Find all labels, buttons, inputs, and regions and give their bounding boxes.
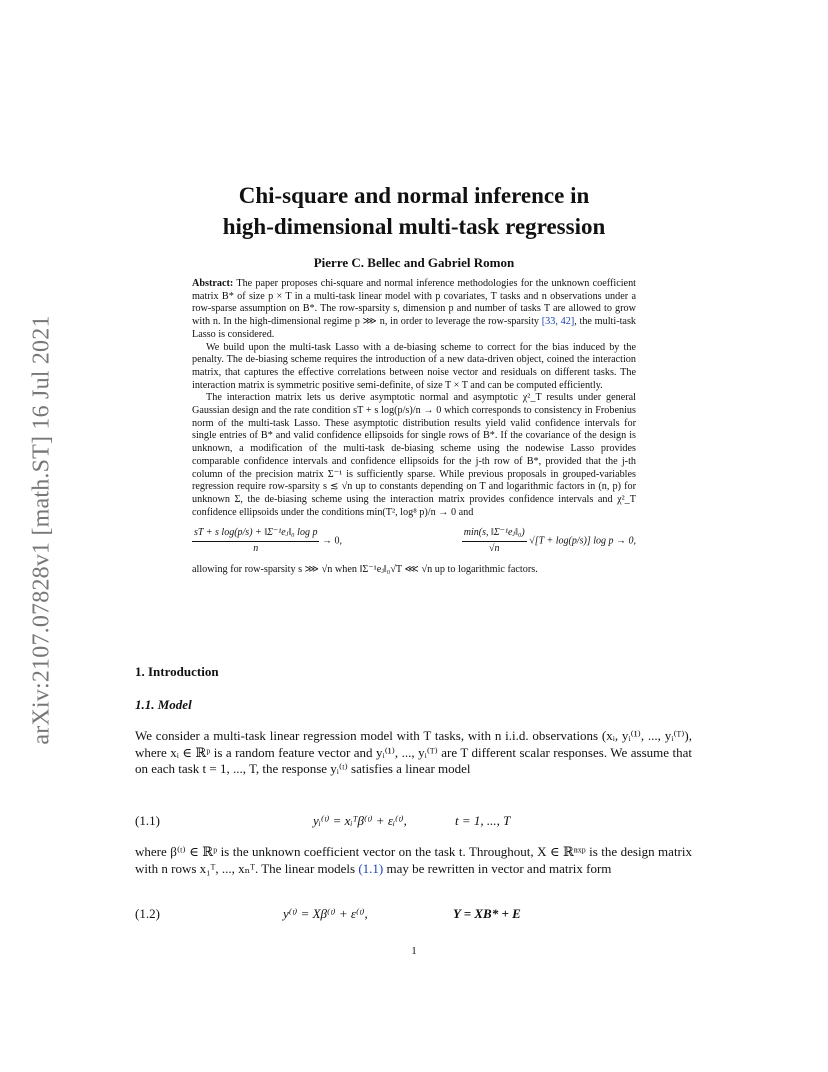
math-right [462, 527, 636, 555]
equation-rhs: Y = XB* + E [453, 906, 521, 921]
body-paragraph-2 [135, 844, 692, 877]
equation-ref-link[interactable]: (1.1) [358, 860, 384, 876]
abstract-paragraph-2: We build upon the multi-task Lasso with a de-biasing scheme to correct for the bias induced by the penalty. The de-biasing scheme requires the introduction of a new data-driven object, coined the interaction matrix, that captures the effective correlations between noise vector and residuals on different tasks. The interaction matrix is symmetric positive semi-definite, of size T × T and can be computed efficiently. [192, 341, 636, 391]
math-right-numerator: min(s, ‖Σ⁻¹eⱼ‖₀) [462, 527, 527, 542]
abstract [192, 278, 636, 576]
equation-lhs: yᵢ⁽ᵗ⁾ = xᵢᵀβ⁽ᵗ⁾ + εᵢ⁽ᵗ⁾, [313, 813, 407, 828]
body-para1-text: We consider a multi-task linear regression model with T tasks, with n i.i.d. observations (xᵢ, yᵢ⁽¹⁾, ..., yᵢ⁽ᵀ⁾), where xᵢ ∈ ℝᵖ is a random feature vector and yᵢ⁽¹⁾, ..., yᵢ⁽ᵀ⁾ are T different scalar responses. We assume that on each task t = 1, ..., T, the response yᵢ⁽ᵗ⁾ satisfies a linear model [135, 728, 692, 776]
abstract-paragraph-1 [192, 278, 636, 342]
page-number: 1 [411, 945, 417, 957]
equation-1-1 [135, 813, 692, 833]
subsection-heading: 1.1. Model [135, 697, 192, 712]
abstract-p1-text: The paper proposes chi-square and normal inference methodologies for the unknown coefficient matrix B* of size p × T in a multi-task linear model with p covariates, T tasks and n observations under a row-sparse assumption on B*. The row-sparsity s, dimension p and number of tasks T are allowed to grow with n. In the high-dimensional regime p ⋙ n, in order to leverage the row-sparsity [192, 278, 636, 328]
equation-number: (1.1) [135, 813, 160, 828]
math-left [192, 527, 342, 555]
section-heading: 1. Introduction [135, 664, 219, 679]
equation-rhs: t = 1, ..., T [455, 813, 511, 828]
abstract-last-line: allowing for row-sparsity s ⋙ √n when ‖Σ⁻¹eⱼ‖₀√T ⋘ √n up to logarithmic factors. [192, 563, 538, 575]
title-line-1: Chi-square and normal inference in [238, 183, 590, 208]
math-left-denominator: n [253, 543, 259, 555]
equation-lhs: y⁽ᵗ⁾ = Xβ⁽ᵗ⁾ + ε⁽ᵗ⁾, [283, 906, 368, 921]
arxiv-sidebar [22, 285, 62, 775]
arxiv-id: arXiv:2107.07828v1 [math.ST] 16 Jul 2021 [28, 315, 55, 745]
abstract-p1-end: , the multi-task Lasso is considered. [192, 316, 636, 340]
math-left-tail: → 0, [321, 535, 342, 547]
abstract-paragraph-3: The interaction matrix lets us derive asymptotic normal and asymptotic χ²_T results under general Gaussian design and the rate condition sT + s log(p/s)/n → 0 which corresponds to consistency in Frobenius norm of the multi-task Lasso. These asymptotic distribution results yield valid confidence intervals for single entries of B* and valid confidence ellipsoids for single rows of B*. If the covariance of the design is unknown, a modification of the multi-task de-biasing scheme using the nodewise Lasso provides comparable confidence intervals and confidence ellipsoids for the j-th row of B*, provided that the j-th column of the precision matrix Σ⁻¹ is sufficiently sparse. While previous proposals in grouped-variables regression require row-sparsity s ≲ √n up to constants depending on T and logarithmic factors in (n, p) for unknown Σ, the de-biasing scheme using the interaction matrix provides confidence intervals and χ²_T confidence ellipsoids under the conditions min(T², log⁸ p)/n → 0 and [192, 392, 636, 518]
math-right-denominator: √n [488, 543, 500, 555]
math-left-numerator: sT + s log(p/s) + ‖Σ⁻¹eⱼ‖₀ log p [192, 527, 319, 542]
equation-number: (1.2) [135, 906, 160, 921]
body-paragraph-1 [135, 728, 692, 778]
authors: Pierre C. Bellec and Gabriel Romon [313, 255, 515, 270]
math-right-tail: √[T + log(p/s)] log p → 0, [529, 535, 636, 547]
citation-link[interactable]: [33, 42] [541, 316, 575, 328]
title-line-2: high-dimensional multi-task regression [222, 214, 606, 239]
body-para2-a: where β⁽ᵗ⁾ ∈ ℝᵖ is the unknown coefficient vector on the task t. Throughout, X ∈ ℝⁿˣᵖ is the design matrix with n rows x₁ᵀ, ..., xₙᵀ. The linear models [135, 844, 692, 876]
abstract-label: Abstract: [192, 278, 234, 289]
body-para2-b: may be rewritten in vector and matrix form [383, 860, 612, 876]
paper-title [0, 180, 828, 242]
abstract-display-math [192, 527, 636, 555]
equation-1-2 [135, 906, 692, 926]
